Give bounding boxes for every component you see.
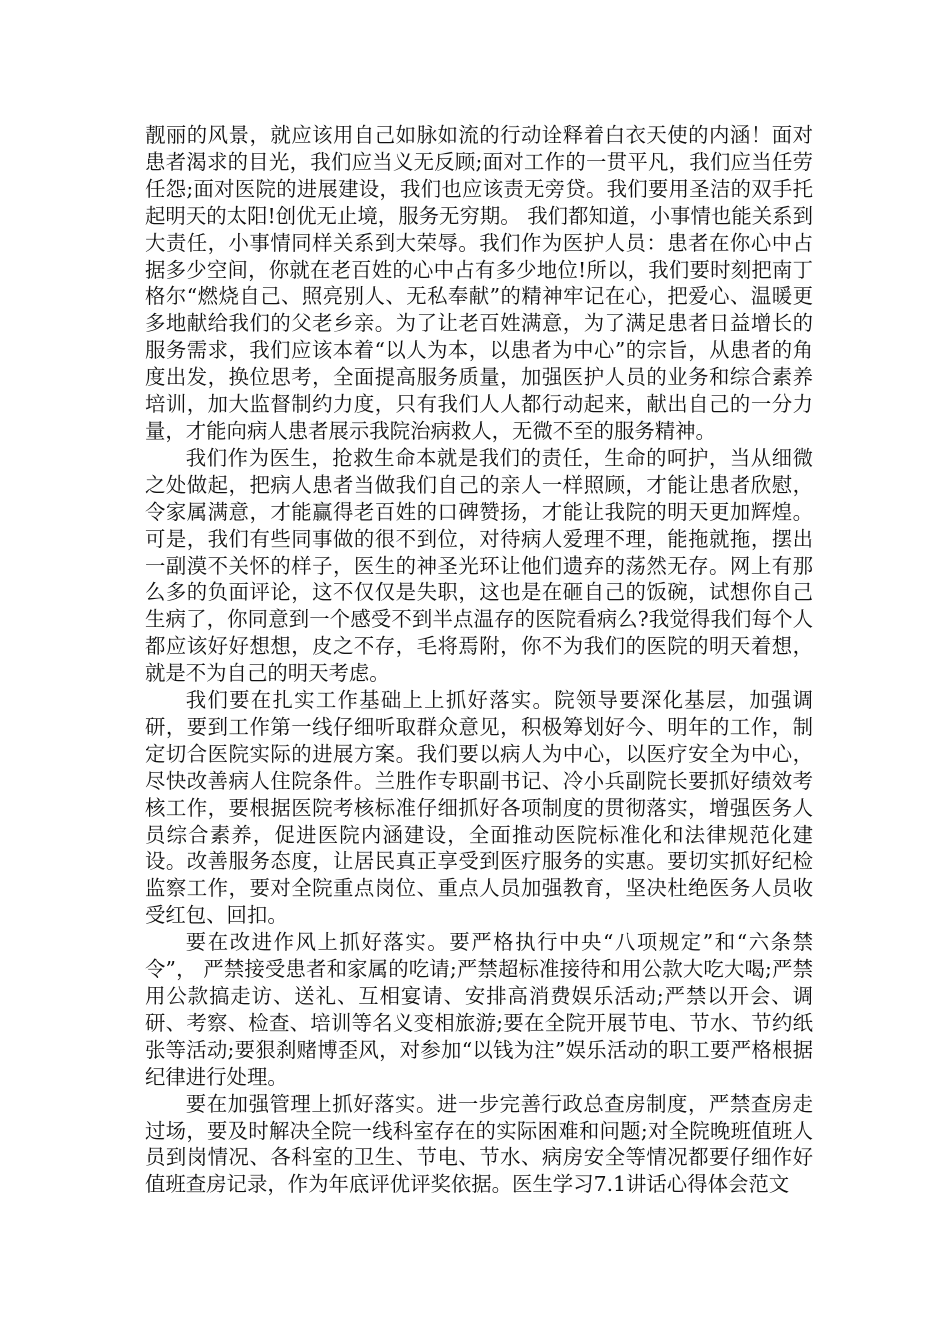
paragraph-3: 我们要在扎实工作基础上上抓好落实。院领导要深化基层，加强调研，要到工作第一线仔细听取群众意见，积极筹划好今、明年的工作，制定切合医院实际的进展方案。我们要以病人为中心，以医疗安全为中心，尽快改善病人住院条件。兰胜作专职副书记、冷小兵副院长要抓好绩效考核工作，要根据医院考核标准仔细抓好各项制度的贯彻落实，增强医务人员综合素养，促进医院内涵建设，全面推动医院标准化和法律规范化建设。改善服务态度，让居民真正享受到医疗服务的实惠。要切实抓好纪检监察工作，要对全院重点岗位、重点人员加强教育，坚决杜绝医务人员收受红包、回扣。 <box>145 688 813 928</box>
paragraph-1: 靓丽的风景，就应该用自己如脉如流的行动诠释着白衣天使的内涵！面对患者渴求的目光，我们应当义无反顾;面对工作的一贯平凡，我们应当任劳任怨;面对医院的进展建设，我们也应该责无旁贷。我们要用圣洁的双手托起明天的太阳!创优无止境，服务无穷期。 我们都知道，小事情也能关系到大责任，小事情同样关系到大荣辱。我们作为医护人员：患者在你心中占据多少空间，你就在老百姓的心中占有多少地位!所以，我们要时刻把南丁格尔“燃烧自己、照亮别人、无私奉献”的精神牢记在心，把爱心、温暖更多地献给我们的父老乡亲。为了让老百姓满意，为了满足患者日益增长的服务需求，我们应该本着“以人为本，以患者为中心”的宗旨，从患者的角度出发，换位思考，全面提高服务质量，加强医护人员的业务和综合素养培训，加大监督制约力度，只有我们人人都行动起来，献出自己的一分力量，才能向病人患者展示我院治病救人，无微不至的服务精神。 <box>145 123 813 443</box>
paragraph-5: 要在加强管理上抓好落实。进一步完善行政总查房制度，严禁查房走过场，要及时解决全院一线科室存在的实际困难和问题;对全院晚班值班人员到岗情况、各科室的卫生、节电、节水、病房安全等情况都要仔细作好值班查房记录，作为年底评优评奖依据。医生学习7.1讲话心得体会范文 <box>145 1091 813 1197</box>
paragraph-2: 我们作为医生，抢救生命本就是我们的责任，生命的呵护，当从细微之处做起，把病人患者当做我们自己的亲人一样照顾，才能让患者欣慰，令家属满意，才能赢得老百姓的口碑赞扬，才能让我院的明天更加辉煌。可是，我们有些同事做的很不到位，对待病人爱理不理，能拖就拖，摆出一副漠不关怀的样子，医生的神圣光环让他们遗弃的荡然无存。网上有那么多的负面评论，这不仅仅是失职，这也是在砸自己的饭碗，试想你自己生病了，你同意到一个感受不到半点温存的医院看病么?我觉得我们每个人都应该好好想想，皮之不存，毛将焉附，你不为我们的医院的明天着想，就是不为自己的明天考虑。 <box>145 445 813 686</box>
paragraph-4: 要在改进作风上抓好落实。要严格执行中央“八项规定”和“六条禁令”， 严禁接受患者和家属的吃请;严禁超标准接待和用公款大吃大喝;严禁用公款搞走访、送礼、互相宴请、安排高消费娱乐活动;严禁以开会、调研、考察、检查、培训等名义变相旅游;要在全院开展节电、节水、节约纸张等活动;要狠刹赌博歪风，对参加“以钱为注”娱乐活动的职工要严格根据纪律进行处理。 <box>145 930 813 1089</box>
document-body <box>145 122 813 1198</box>
